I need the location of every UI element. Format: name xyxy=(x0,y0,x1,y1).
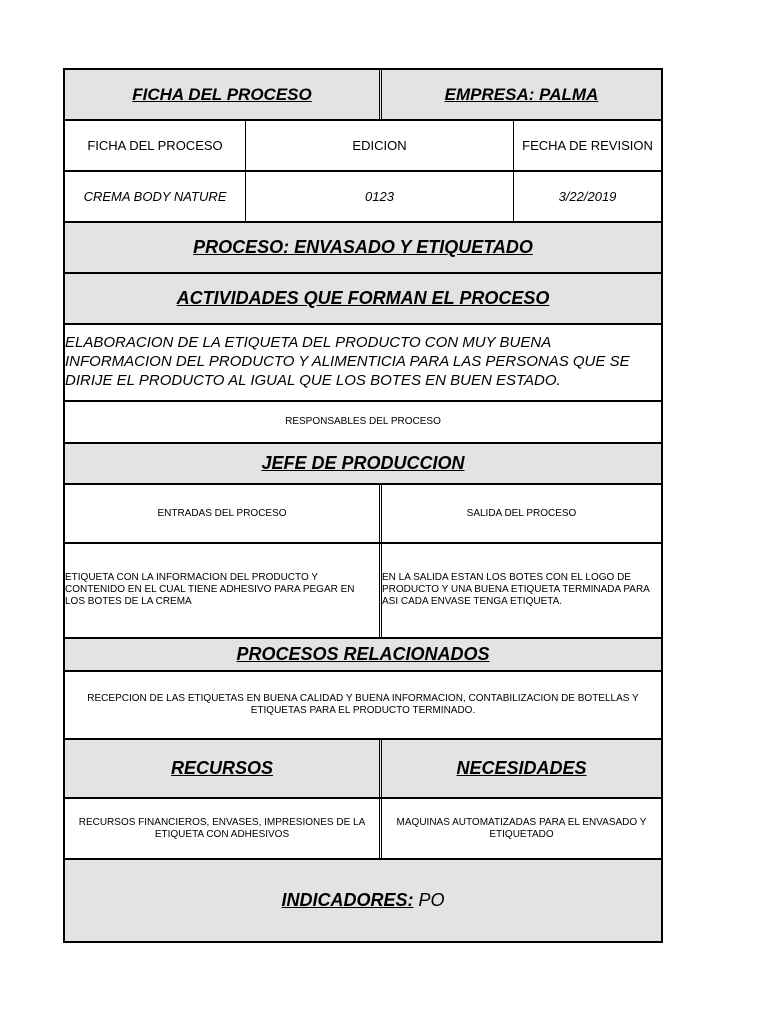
indicators-row xyxy=(65,860,661,941)
activities-title: ACTIVIDADES QUE FORMAN EL PROCESO xyxy=(65,274,661,323)
edition-number: 0123 xyxy=(245,172,513,221)
related-text-row xyxy=(65,672,661,740)
process-title: PROCESO: ENVASADO Y ETIQUETADO xyxy=(65,223,661,272)
resources-title-row xyxy=(65,740,661,799)
edicion-header: EDICION xyxy=(245,121,513,170)
needs-text: MAQUINAS AUTOMATIZADAS PARA EL ENVASADO Y ETIQUETADO xyxy=(379,799,661,858)
company-name: EMPRESA: PALMA xyxy=(379,70,661,119)
indicators xyxy=(65,860,661,941)
responsables-label-row xyxy=(65,402,661,444)
info-header-row xyxy=(65,121,661,172)
io-text-row xyxy=(65,544,661,639)
process-sheet xyxy=(63,68,663,943)
salidas-label: SALIDA DEL PROCESO xyxy=(379,485,661,542)
activities-title-row xyxy=(65,274,661,325)
related-title-row xyxy=(65,639,661,672)
product-name: CREMA BODY NATURE xyxy=(83,189,227,204)
needs-title: NECESIDADES xyxy=(379,740,661,797)
revision-date: 3/22/2019 xyxy=(513,172,661,221)
sheet-title: FICHA DEL PROCESO xyxy=(65,70,379,119)
indicators-label: INDICADORES: xyxy=(281,890,414,910)
resources-title: RECURSOS xyxy=(65,740,379,797)
related-text: RECEPCION DE LAS ETIQUETAS EN BUENA CALIDAD Y BUENA INFORMACION, CONTABILIZACION DE BOTELLAS Y ETIQUETAS PARA EL PRODUCTO TERMINADO. xyxy=(87,693,639,716)
responsables-value-row xyxy=(65,444,661,485)
activities-text-row xyxy=(65,325,661,402)
responsable-value: JEFE DE PRODUCCION xyxy=(65,444,661,483)
entradas-text: ETIQUETA CON LA INFORMACION DEL PRODUCTO Y CONTENIDO EN EL CUAL TIENE ADHESIVO PARA PEGAR EN LOS BOTES DE LA CREMA xyxy=(65,572,355,607)
info-value-row xyxy=(65,172,661,223)
activities-text: ELABORACION DE LA ETIQUETA DEL PRODUCTO CON MUY BUENA INFORMACION DEL PRODUCTO Y ALIMENTICIA PARA LAS PERSONAS QUE SE DIRIJE EL PRODUCTO AL IGUAL QUE LOS BOTES EN BUEN ESTADO. xyxy=(65,334,630,389)
process-row xyxy=(65,223,661,274)
io-label-row xyxy=(65,485,661,544)
salidas-text: EN LA SALIDA ESTAN LOS BOTES CON EL LOGO DE PRODUCTO Y UNA BUENA ETIQUETA TERMINADA PARA ASI CADA ENVASE TENGA ETIQUETA. xyxy=(379,544,661,637)
fecha-header: FECHA DE REVISION xyxy=(513,121,661,170)
indicators-value: PO xyxy=(413,890,445,910)
resources-text-row xyxy=(65,799,661,860)
ficha-header: FICHA DEL PROCESO xyxy=(87,138,223,153)
related-title: PROCESOS RELACIONADOS xyxy=(65,639,661,670)
entradas-label: ENTRADAS DEL PROCESO xyxy=(157,507,287,519)
header-row xyxy=(65,70,661,121)
resources-text: RECURSOS FINANCIEROS, ENVASES, IMPRESIONES DE LA ETIQUETA CON ADHESIVOS xyxy=(78,816,366,840)
responsables-label: RESPONSABLES DEL PROCESO xyxy=(285,416,441,427)
